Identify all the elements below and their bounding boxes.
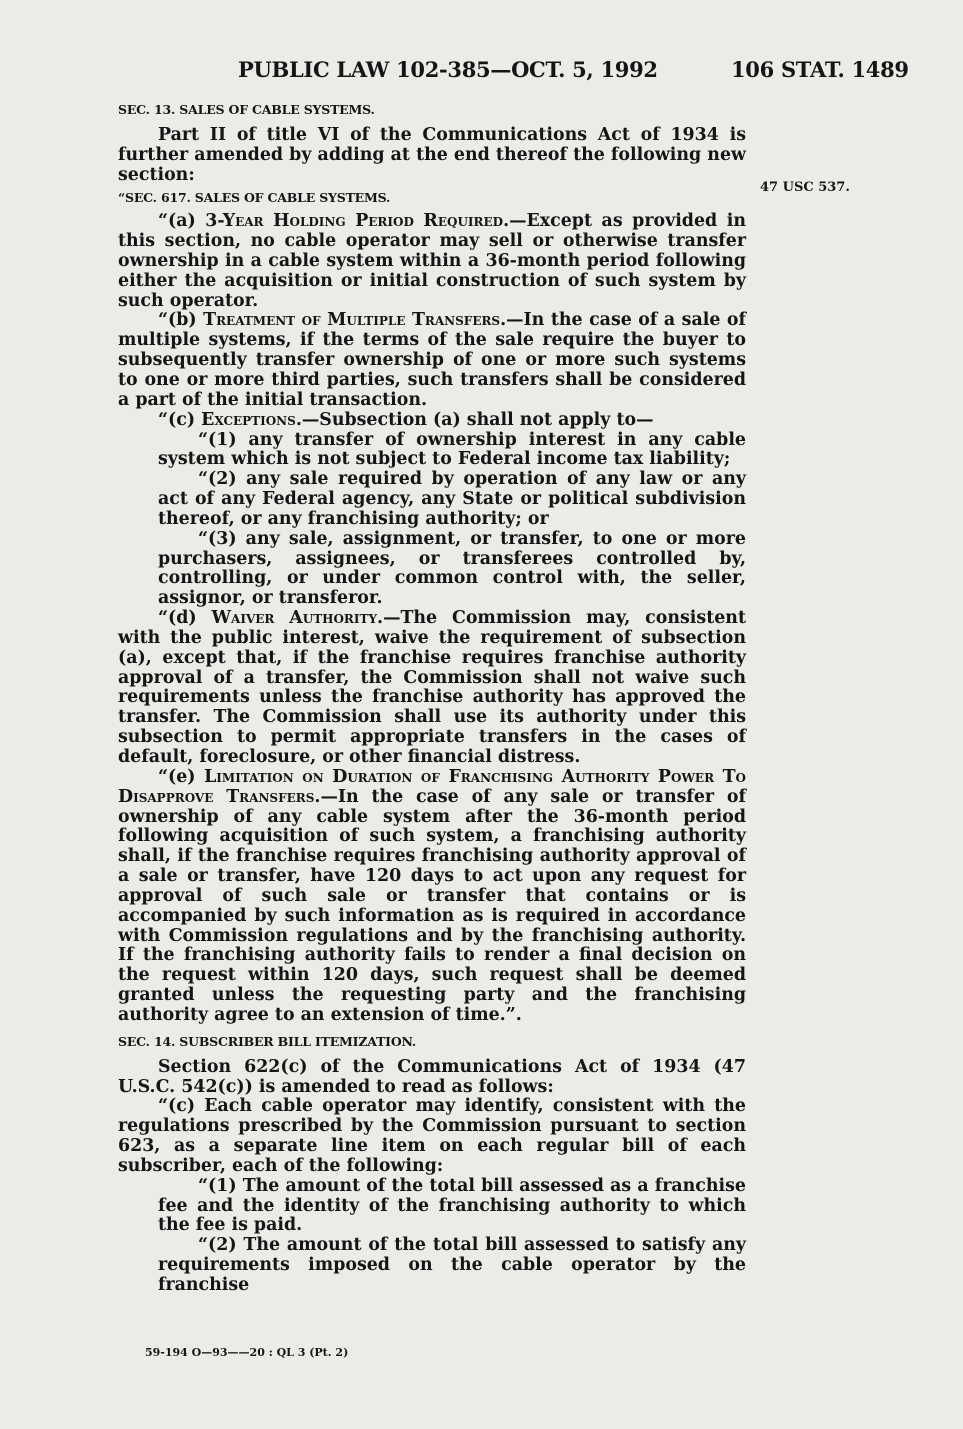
section-14-heading: SEC. 14. SUBSCRIBER BILL ITEMIZATION.: [118, 1033, 417, 1049]
subsection-d-prefix: “(d): [158, 608, 212, 629]
subsection-e-prefix: “(e): [158, 766, 205, 787]
section-13-heading: SEC. 13. SALES OF CABLE SYSTEMS.: [118, 102, 375, 117]
section-14-intro: Section 622(c) of the Communications Act of 1934 (47 U.S.C. 542(c)) is amended to read as follows:: [118, 1056, 746, 1097]
subsection-e: [118, 768, 746, 1026]
section-14-paragraph-2: “(2) The amount of the total bill assessed to satisfy any requirements imposed on the cable operator by the franchise: [158, 1235, 746, 1295]
subsection-b-body: —In the case of a sale of multiple systems, if the terms of the sale require the buyer to subsequently transfer ownership of one or more such systems to one or more third parties, such transfers shall be considered a part of the initial transaction.: [118, 310, 746, 410]
paragraph-c2: “(2) any sale required by operation of any law or any act of any Federal agency, any State or political subdivision thereof, or any franchising authority; or: [158, 469, 746, 529]
subsection-e-heading: Limitation on Duration of Franchising Authority Power To Disapprove Transfers.: [118, 766, 746, 807]
subsection-b-heading: Treatment of Multiple Transfers.: [203, 310, 507, 331]
subsection-b: [118, 311, 746, 410]
statute-page-number: 106 STAT. 1489: [731, 57, 909, 82]
subsection-a-body: —Except as provided in this section, no cable operator may sell or otherwise transfer ownership in a cable system within a 36-month period following either the acquisition or initial construction of such system by such operator.: [118, 211, 746, 311]
paragraph-c3: “(3) any sale, assignment, or transfer, to one or more purchasers, assignees, or transferees controlled by, controlling, or under common control with, the seller, assignor, or transferor.: [158, 528, 746, 609]
subsection-a-prefix: “(a): [158, 211, 206, 232]
subsection-c-heading: Exceptions.: [201, 409, 302, 430]
subsection-c-body: —Subsection (a) shall not apply to—: [301, 409, 654, 430]
section-13-intro: Part II of title VI of the Communications Act of 1934 is further amended by adding at the end thereof the following new section:: [118, 124, 746, 185]
subsection-d: [118, 609, 746, 768]
subsection-c: [118, 411, 746, 431]
subsection-b-prefix: “(b): [158, 310, 204, 331]
subsection-a-heading: 3-Year Holding Period Required.: [205, 211, 510, 232]
section-14-paragraph-1: “(1) The amount of the total bill assessed as a franchise fee and the identity of the franchising authority to which the fee is paid.: [158, 1175, 746, 1236]
paragraph-c1: “(1) any transfer of ownership interest in any cable system which is not subject to Federal income tax liability;: [158, 429, 746, 470]
document-body: [118, 100, 746, 1296]
section-617-heading: “SEC. 617. SALES OF CABLE SYSTEMS.: [118, 190, 391, 206]
usc-margin-note: 47 USC 537.: [760, 180, 850, 195]
printing-footer: 59-194 O—93——20 : QL 3 (Pt. 2): [145, 1346, 349, 1359]
subsection-c-prefix: “(c): [158, 409, 202, 430]
subsection-e-body: —In the case of any sale or transfer of ownership of any cable system after the 36-month period following acquisition of such system, a franchising authority shall, if the franchise requires franchising authority approval of a sale or transfer, have 120 days to act upon any request for approval of such sale or transfer that contains or is accompanied by such information as is required in accordance with Commission regulations and by the franchising authority. If the franchising authority fails to render a final decision on the request within 120 days, such request shall be deemed granted unless the requesting party and the franchising authority agree to an extension of time.”.: [118, 786, 746, 1025]
subsection-a: [118, 212, 746, 311]
subsection-d-body: —The Commission may, consistent with the public interest, waive the requirement of subsection (a), except that, if the franchise requires franchise authority approval of a transfer, the Commission shall not waive such requirements unless the franchise authority has approved the transfer. The Commission shall use its authority under this subsection to permit appropriate transfers in the cases of default, foreclosure, or other financial distress.: [118, 608, 746, 767]
section-14-subsection-c: “(c) Each cable operator may identify, consistent with the regulations prescribed by the Commission pursuant to section 623, as a separate line item on each regular bill of each subscriber, each of the following:: [118, 1096, 746, 1176]
running-header-title: PUBLIC LAW 102-385—OCT. 5, 1992: [238, 57, 658, 82]
subsection-d-heading: Waiver Authority.: [211, 608, 384, 629]
